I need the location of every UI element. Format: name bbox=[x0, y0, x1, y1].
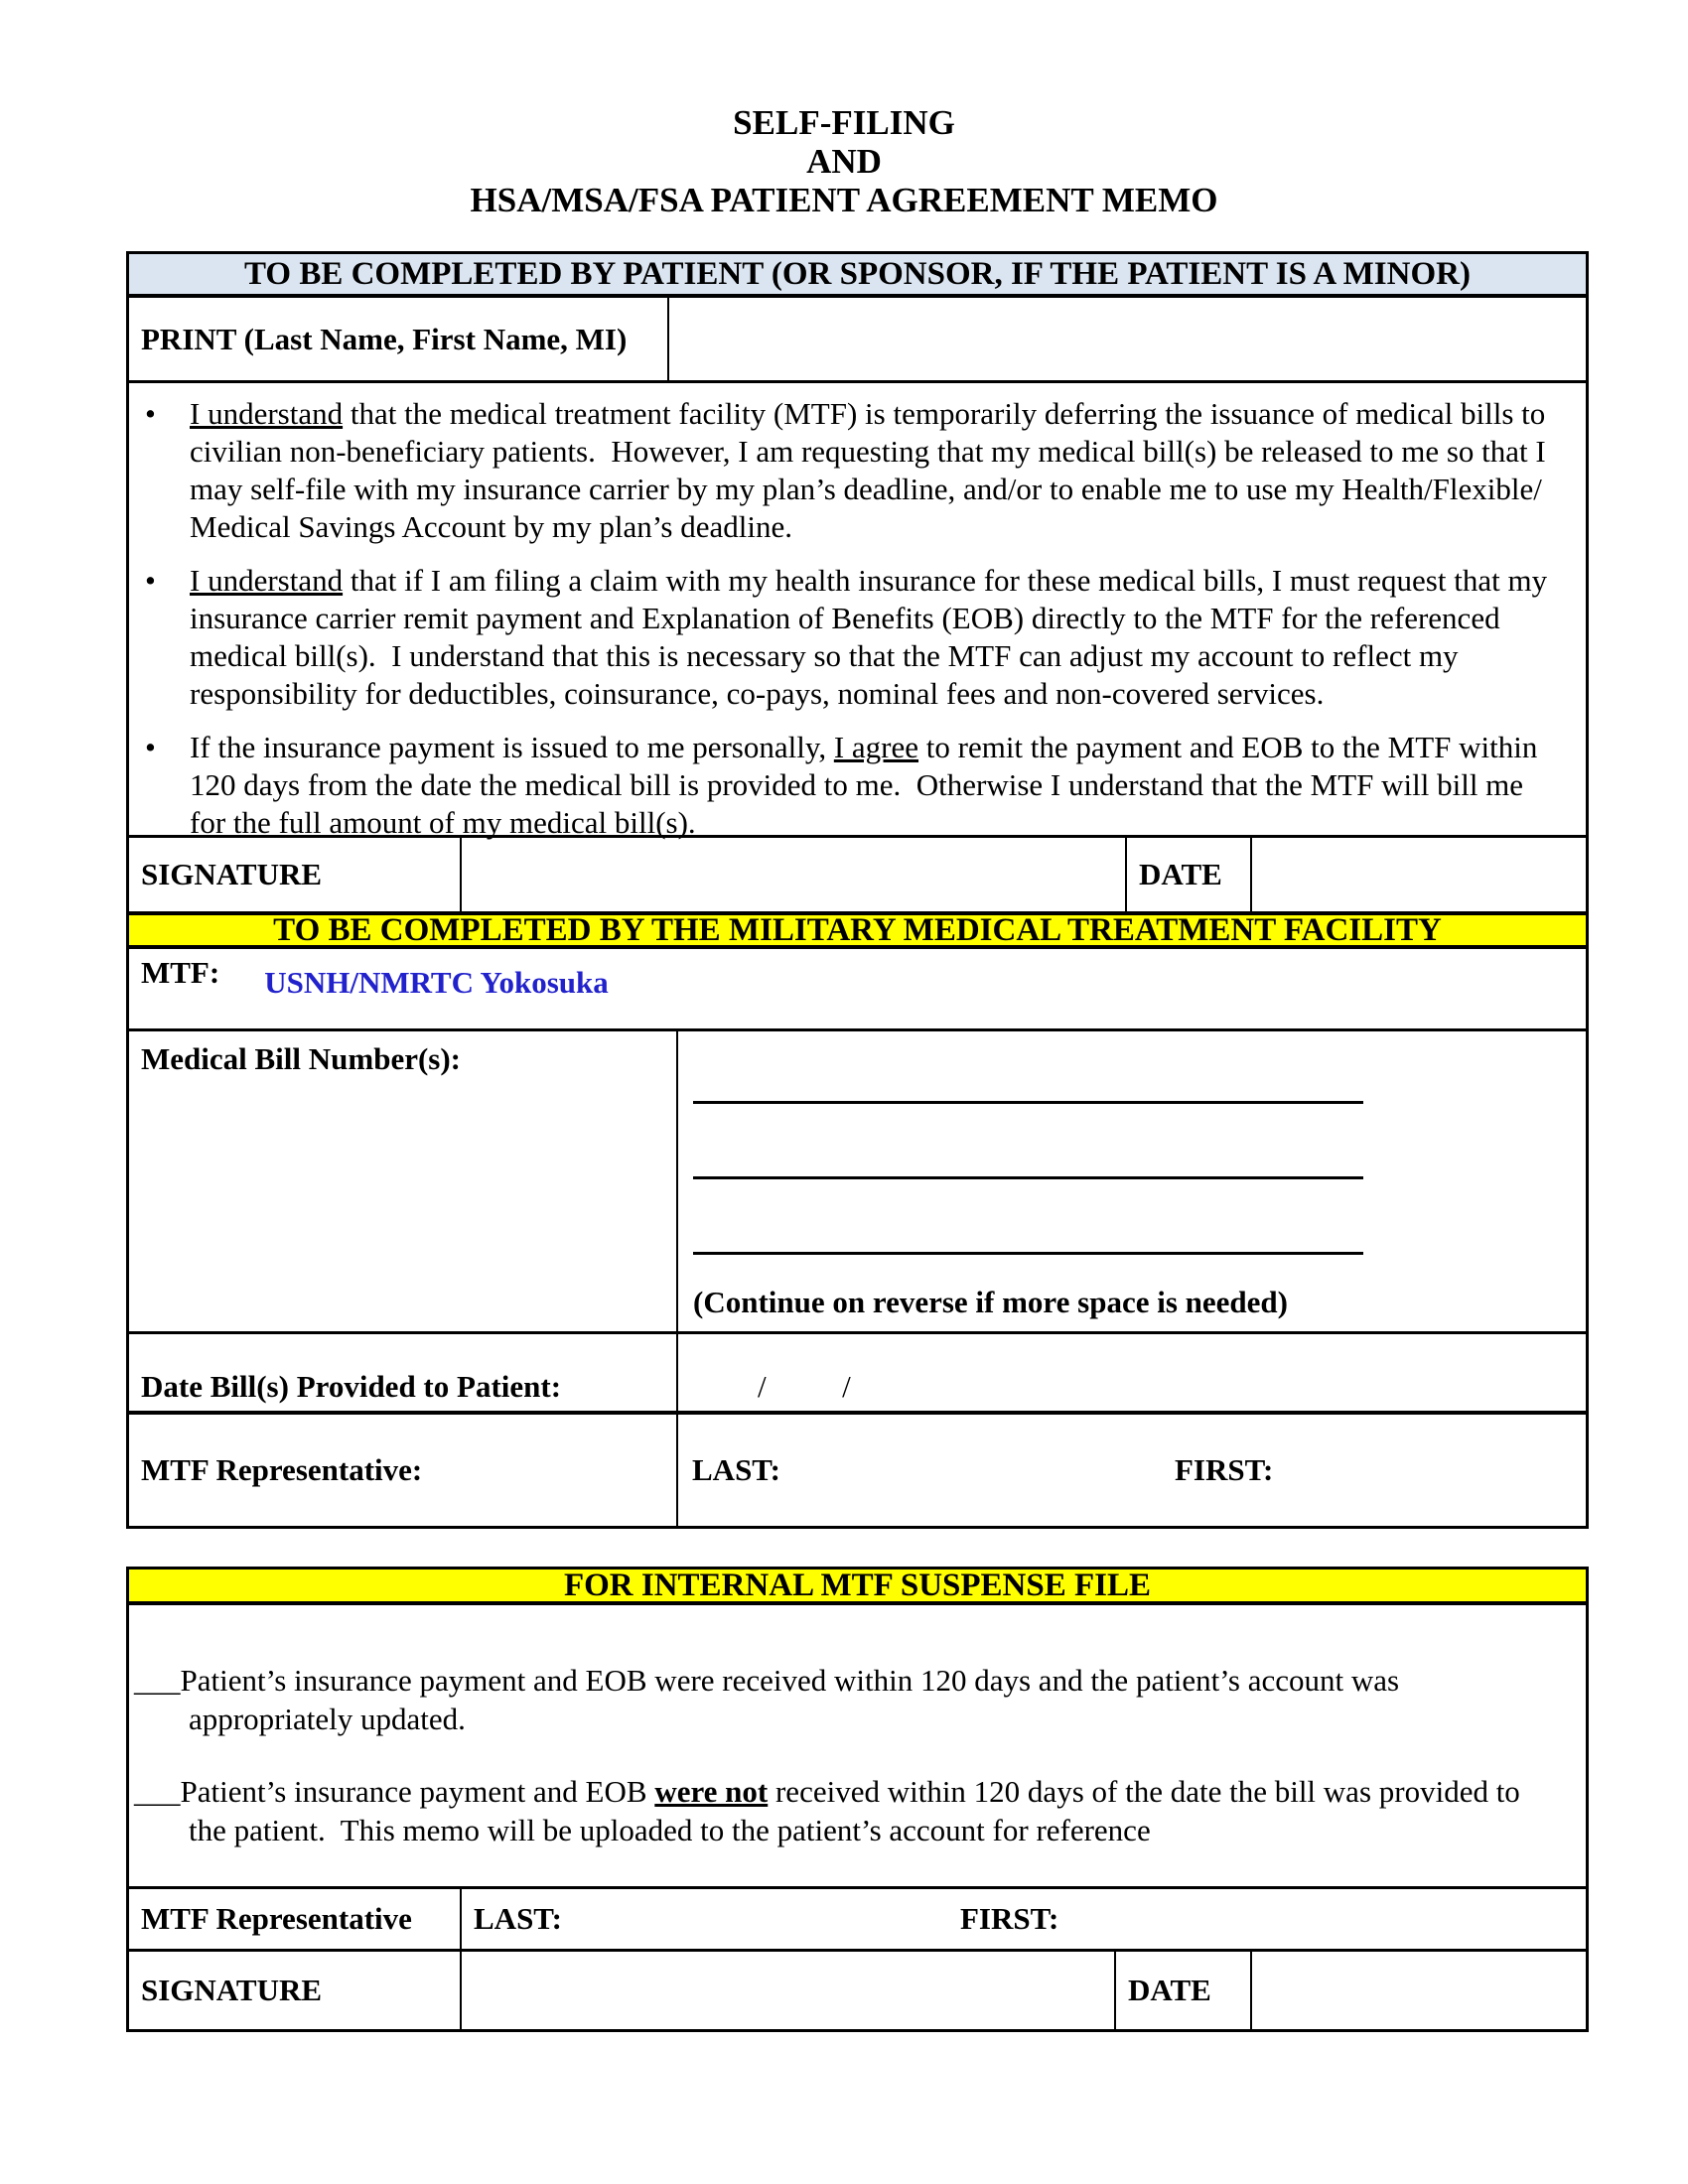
mtf-facility-value: USNH/NMRTC Yokosuka bbox=[264, 965, 609, 1000]
suspense-signature-label: SIGNATURE bbox=[129, 1952, 462, 2029]
patient-date-label: DATE bbox=[1127, 838, 1252, 911]
document-title bbox=[0, 103, 1688, 219]
patient-section-header-text: TO BE COMPLETED BY PATIENT (OR SPONSOR, IF THE PATIENT IS A MINOR) bbox=[244, 255, 1471, 292]
bullet-1-post: that the medical treatment facility (MTF) is temporarily deferring the issuance of medical bills to civilian non-beneficiary patients. However, I am requesting that my medical bill(s) be released to me so that I may self-file with my insurance carrier by my plan’s deadline, and/or to enable me to use my Health/Flexible/ Medical Savings Account by my plan’s deadline. bbox=[190, 396, 1554, 544]
bullet-icon: • bbox=[145, 563, 156, 598]
patient-section-header-bar bbox=[129, 254, 1586, 298]
agreement-terms-row bbox=[129, 383, 1586, 838]
bullet-2-text bbox=[190, 562, 1586, 713]
suspense-file-table bbox=[126, 1567, 1589, 2032]
agreement-bullet-2 bbox=[145, 562, 1586, 713]
mtf-representative-label: MTF Representative: bbox=[129, 1415, 678, 1526]
bullet-2-underlined: I understand bbox=[190, 563, 344, 598]
suspense-section-header-text: FOR INTERNAL MTF SUSPENSE FILE bbox=[563, 1567, 1152, 1603]
patient-signature-label: SIGNATURE bbox=[129, 838, 462, 911]
bill-numbers-label: Medical Bill Number(s): bbox=[129, 1031, 678, 1331]
option-2-post: received within 120 days of the date the bill was provided to the patient. This memo will be uploaded to the patient’s account for reference bbox=[189, 1774, 1528, 1847]
mtf-representative-name-cell[interactable] bbox=[678, 1415, 1586, 1526]
date-provided-label: Date Bill(s) Provided to Patient: bbox=[129, 1334, 678, 1411]
suspense-signature-row bbox=[129, 1952, 1586, 2029]
continue-on-reverse-note: (Continue on reverse if more space is needed) bbox=[693, 1285, 1288, 1319]
suspense-representative-row bbox=[129, 1889, 1586, 1952]
bill-number-line-1[interactable] bbox=[693, 1101, 1363, 1104]
option-1-blank-line[interactable]: ___ bbox=[134, 1663, 181, 1698]
rep-first-name-label: FIRST: bbox=[1175, 1452, 1274, 1487]
patient-signature-row bbox=[129, 838, 1586, 915]
agreement-bullet-3 bbox=[145, 729, 1586, 842]
bill-number-line-2[interactable] bbox=[693, 1176, 1363, 1179]
suspense-last-name-label: LAST: bbox=[474, 1901, 563, 1936]
patient-signature-field[interactable] bbox=[462, 838, 1127, 911]
suspense-options-row bbox=[129, 1605, 1586, 1889]
suspense-first-name-label: FIRST: bbox=[960, 1901, 1059, 1936]
suspense-date-field[interactable] bbox=[1252, 1952, 1586, 2029]
bullet-3-post: to remit the payment and EOB to the MTF within 120 days from the date the medical bill is provided to me. Otherwise I understand that the MTF will bill me for the full amount of my medical bill(s). bbox=[190, 730, 1546, 840]
title-line-3: HSA/MSA/FSA PATIENT AGREEMENT MEMO bbox=[470, 181, 1218, 219]
title-line-2: AND bbox=[806, 142, 882, 181]
bullet-3-pre: If the insurance payment is issued to me personally, bbox=[190, 730, 834, 764]
print-name-label: PRINT (Last Name, First Name, MI) bbox=[129, 298, 669, 380]
title-line-1: SELF-FILING bbox=[733, 103, 955, 142]
bullet-2-post: that if I am filing a claim with my health insurance for these medical bills, I must request that my insurance carrier remit payment and Explanation of Benefits (EOB) directly to the MTF for the referenced medical bill(s). I understand that this is necessary so that the MTF can adjust my account to reflect my responsibility for deductibles, coinsurance, co-pays, nominal fees and non-covered services. bbox=[190, 563, 1555, 711]
date-provided-field[interactable]: / / bbox=[758, 1369, 851, 1404]
bullet-1-underlined: I understand bbox=[190, 396, 344, 431]
date-provided-row bbox=[129, 1334, 1586, 1415]
bullet-1-text bbox=[190, 395, 1586, 546]
agreement-terms-cell bbox=[129, 383, 1586, 840]
suspense-representative-label: MTF Representative bbox=[129, 1889, 462, 1949]
option-1-pre: Patient’s insurance payment and EOB were received within 120 days and the patient’s account was appropriately updated. bbox=[180, 1663, 1407, 1736]
mtf-label: MTF: bbox=[141, 955, 220, 990]
bullet-icon: • bbox=[145, 396, 156, 431]
mtf-representative-row bbox=[129, 1415, 1586, 1526]
suspense-option-1[interactable] bbox=[134, 1661, 1556, 1738]
mtf-name-cell bbox=[129, 949, 1586, 1028]
suspense-signature-field[interactable] bbox=[462, 1952, 1116, 2029]
bullet-3-underlined: I agree bbox=[833, 730, 919, 764]
bill-numbers-row bbox=[129, 1031, 1586, 1334]
option-2-emphasis: were not bbox=[654, 1774, 769, 1809]
option-2-blank-line[interactable]: ___ bbox=[134, 1774, 181, 1809]
bullet-icon: • bbox=[145, 730, 156, 764]
suspense-options-cell bbox=[129, 1605, 1586, 1886]
option-2-pre: Patient’s insurance payment and EOB bbox=[180, 1774, 655, 1809]
agreement-bullet-1 bbox=[145, 395, 1586, 546]
print-name-row bbox=[129, 298, 1586, 383]
suspense-representative-name-cell[interactable] bbox=[462, 1889, 1586, 1949]
mtf-section-header-bar bbox=[129, 911, 1586, 949]
patient-agreement-table bbox=[126, 251, 1589, 1529]
patient-date-field[interactable] bbox=[1252, 838, 1586, 911]
bullet-3-text bbox=[190, 729, 1586, 842]
suspense-date-label: DATE bbox=[1116, 1952, 1252, 2029]
mtf-name-row bbox=[129, 949, 1586, 1031]
mtf-section-header-text: TO BE COMPLETED BY THE MILITARY MEDICAL TREATMENT FACILITY bbox=[273, 911, 1442, 948]
suspense-option-2[interactable] bbox=[134, 1772, 1556, 1849]
rep-last-name-label: LAST: bbox=[692, 1452, 781, 1487]
print-name-field[interactable] bbox=[669, 298, 1586, 380]
bill-number-line-3[interactable] bbox=[693, 1252, 1363, 1255]
suspense-section-header-bar bbox=[129, 1567, 1586, 1605]
bill-numbers-cell bbox=[678, 1031, 1586, 1331]
